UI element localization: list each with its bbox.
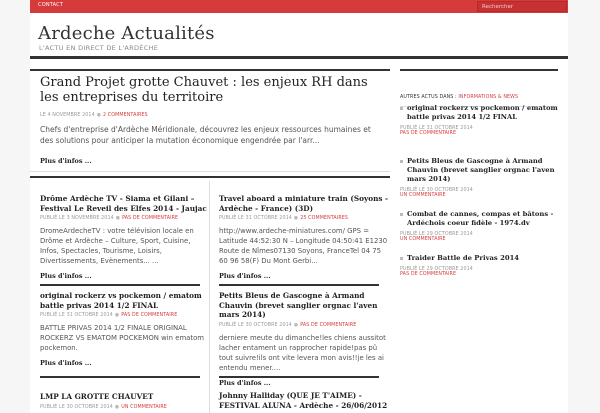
post-meta <box>219 216 389 221</box>
post-comments-link[interactable]: PAS DE COMMENTAIRE <box>121 313 178 318</box>
grid-divider <box>30 176 390 178</box>
post-meta <box>40 405 210 410</box>
search-input[interactable]: Rechercher <box>477 1 567 12</box>
post-title[interactable]: Petits Bleus de Gascogne à Armand Chauvin (brevet sanglier orgnac l'aven mars 2014) <box>219 291 378 319</box>
bullet-icon <box>400 213 403 216</box>
comment-icon: ● <box>293 322 299 328</box>
read-more-link[interactable]: Plus d'infos ... <box>40 272 92 280</box>
post-date: PUBLIÉ LE 31 OCTOBRE 2014 <box>40 313 113 318</box>
row-divider <box>219 376 379 378</box>
post-comments-link[interactable]: 2 COMMENTAIRES <box>103 113 148 118</box>
sidebar-item-title[interactable]: Petits Bleus de Gascogne à Armand Chauvin (brevet sanglier orgnac l'aven mars 2014) <box>407 157 555 183</box>
post-card <box>219 391 389 410</box>
post-date: PUBLIÉ LE 30 OCTOBRE 2014 <box>40 404 113 410</box>
sidebar <box>400 69 558 413</box>
post-date: PUBLIÉ LE 3 NOVEMBRE 2014 <box>40 216 114 221</box>
post-meta <box>219 323 389 328</box>
row-divider <box>219 284 379 286</box>
post-comments-link[interactable]: 25 COMMENTAIRES <box>300 216 349 221</box>
post-comments-link[interactable]: PAS DE COMMENTAIRE <box>400 272 457 277</box>
sidebar-category-link[interactable]: INFORMATIONS & NEWS <box>458 95 519 100</box>
featured-post-title[interactable]: Grand Projet grotte Chauvet : les enjeux RH dans les entreprises du territoire <box>40 75 368 105</box>
comment-icon: ● <box>114 404 120 410</box>
post-date: PUBLIÉ LE 30 OCTOBRE 2014 <box>219 322 292 328</box>
post-date: PUBLIÉ LE 29 OCTOBRE 2014 <box>400 267 473 272</box>
post-date: PUBLIÉ LE 30 OCTOBRE 2014 <box>400 188 473 193</box>
sidebar-item <box>400 104 558 136</box>
post-excerpt: BATTLE PRIVAS 2014 1/2 FINALE ORIGINAL ROCKERZ VS EMATOM POCKEMON win ematom pockemon. <box>40 324 205 352</box>
sidebar-divider <box>400 69 558 71</box>
post-excerpt: http://www.ardeche-miniatures.com/ GPS = Latitude 44:52:30 N – Longitude 04:50:41 E1230 Route de Nîmes07130 Soyons, FranceTel 04 75 60 96 58(F) Du Mont Gerbi... <box>219 227 388 265</box>
sidebar-item-title[interactable]: Combat de cannes, compas et bâtons - Ardéchois coeur fidèle - 1974.dv <box>407 210 554 227</box>
post-comments-link[interactable]: PAS DE COMMENTAIRE <box>400 131 457 136</box>
post-comments-link[interactable]: UN COMMENTAIRE <box>400 193 446 198</box>
read-more-link[interactable]: Plus d'infos ... <box>40 157 92 165</box>
sidebar-item-meta <box>400 126 558 136</box>
post-title[interactable]: Johnny Halliday (QUE JE T'AIME) - FESTIVAL ALUNA - Ardèche - 26/06/2012 <box>219 391 388 410</box>
post-comments-link[interactable]: UN COMMENTAIRE <box>121 404 167 410</box>
sidebar-item-title[interactable]: original rockerz vs pockemon / ematom battle privas 2014 1/2 FINAL <box>407 104 558 121</box>
comment-icon: ● <box>293 216 299 221</box>
post-date: PUBLIÉ LE 29 OCTOBRE 2014 <box>400 232 473 237</box>
header-divider <box>30 56 568 59</box>
featured-post <box>30 69 390 172</box>
top-bar <box>30 0 568 13</box>
sidebar-item-meta <box>400 267 558 277</box>
post-comments-link[interactable]: PAS DE COMMENTAIRE <box>300 322 357 328</box>
featured-post-meta <box>40 113 148 118</box>
post-meta <box>40 216 210 221</box>
sidebar-heading-label <box>400 95 518 100</box>
main-content <box>30 69 390 413</box>
contact-link[interactable]: CONTACT <box>38 2 64 8</box>
post-date: LE 4 NOVEMBRE 2014 <box>40 113 95 118</box>
post-comments-link[interactable]: PAS DE COMMENTAIRE <box>122 216 179 221</box>
post-title[interactable]: Drôme Ardèche TV - Siama et Gilani – Festival Le Reveil des Elfes 2014 - Jaujac <box>40 194 207 213</box>
post-title[interactable]: Travel aboard a miniature train (Soyons - Ardèche - France) (3D) <box>219 194 389 213</box>
sidebar-item <box>400 254 558 277</box>
sidebar-item <box>400 210 558 242</box>
read-more-link[interactable]: Plus d'infos ... <box>219 378 271 387</box>
sidebar-item-meta <box>400 188 558 198</box>
page-container <box>30 13 568 413</box>
comment-icon: ● <box>115 216 121 221</box>
post-title[interactable]: original rockerz vs pockemon / ematom battle privas 2014 1/2 FINAL <box>40 291 202 310</box>
post-title[interactable]: LMP LA GROTTE CHAUVET <box>40 392 154 401</box>
read-more-link[interactable]: Plus d'infos ... <box>40 359 92 367</box>
row-divider <box>40 284 200 286</box>
sidebar-item-meta <box>400 232 558 242</box>
comment-icon: ● <box>114 313 120 318</box>
bullet-icon <box>400 257 403 260</box>
row-divider <box>40 376 200 378</box>
post-comments-link[interactable]: UN COMMENTAIRE <box>400 237 446 242</box>
post-card <box>40 291 210 367</box>
bullet-icon <box>400 107 403 110</box>
post-card <box>219 291 389 387</box>
bullet-icon <box>400 160 403 163</box>
post-excerpt: derniere meute du dimanche!les chiens aussitot lacher entament un rapprocher rapide!pas pû tout suivre!ils ont vite levera mon avis!!je les ai entendu mener.... <box>219 333 386 372</box>
post-date: PUBLIÉ LE 31 OCTOBRE 2014 <box>400 126 473 131</box>
site-title[interactable]: Ardeche Actualités <box>38 23 215 44</box>
site-tagline: L'ACTU EN DIRECT DE L'ARDÈCHE <box>39 44 159 52</box>
post-date: PUBLIÉ LE 31 OCTOBRE 2014 <box>219 216 292 221</box>
post-card <box>219 194 389 280</box>
post-excerpt: DromeArdecheTV : votre télévision locale en Drôme et Ardèche – Culture, Sport, Cuisine, Infos, Spectacles, Tourisme, Loisirs, Divertissements, Evènements... ... <box>40 227 194 265</box>
read-more-link[interactable]: Plus d'infos ... <box>219 272 271 280</box>
featured-post-excerpt: Chefs d'entreprise d'Ardèche Méridionale, découvrez les enjeux ressources humaines et des solutions pour anticiper la mutation économique engendrée par l'arr... <box>40 125 371 145</box>
post-card <box>40 194 210 280</box>
sidebar-item-title[interactable]: Traider Battle de Privas 2014 <box>407 254 520 262</box>
post-meta <box>40 313 210 318</box>
post-card <box>40 392 210 410</box>
sidebar-heading-prefix: AUTRES ACTUS DANS : <box>400 95 457 100</box>
sidebar-item <box>400 157 558 198</box>
comment-icon: ● <box>96 113 102 118</box>
